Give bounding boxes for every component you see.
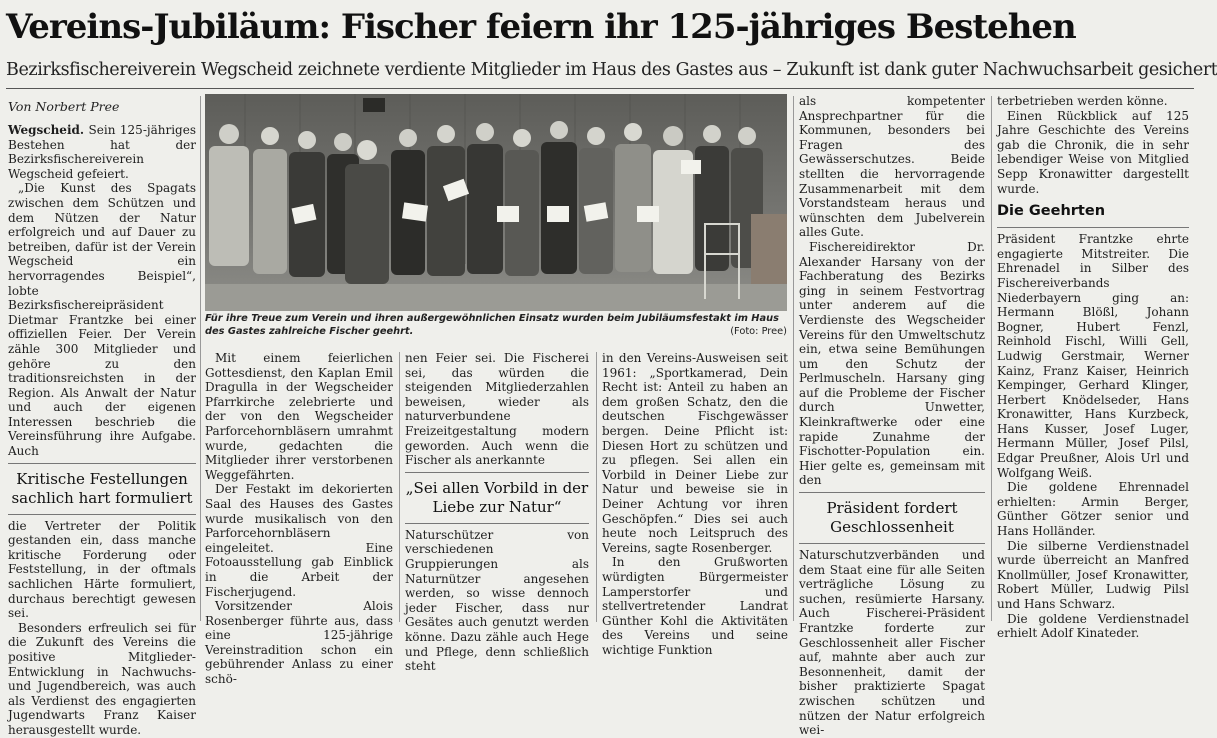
divider [405, 523, 589, 524]
divider [8, 463, 196, 464]
header-rule [6, 88, 1194, 89]
column-divider [200, 96, 201, 621]
paragraph: Präsident Frantzke ehrte engagierte Mitstreiter. Die Ehrenadel in Silber des Fischereiverbands Niederbayern ging an: Hermann Blößl, Johann Bogner, Hubert Fenzl, Reinhold Fischl, Willi Gell, Ludwig Gerstmair, Werner Kainz, Franz Kaiser, Heinrich Kempinger, Gerhard Klinger, Herbert Knödelseder, Hans Kronawitter, Hans Kurzbeck, Hans Kusser, Josef Luger, Hermann Müller, Josef Pilsl, Edgar Preußner, Alois Url und Wolfgang Weiß. [997, 232, 1189, 480]
column-4 [602, 351, 788, 657]
section-heading: Präsident fordert Geschlossenheit [826, 499, 958, 537]
paragraph: Die silberne Verdienstnadel wurde überreicht an Manfred Knollmüller, Josef Kronawitter, Robert Müller, Ludwig Pilsl und Hans Schwarz. [997, 538, 1189, 611]
paragraph: Die goldene Ehrennadel erhielten: Armin Berger, Günther Götzer senior und Hans Holländer. [997, 480, 1189, 539]
divider [8, 514, 196, 515]
column-5 [799, 94, 985, 738]
divider [799, 492, 985, 493]
headline: Vereins-Jubiläum: Fischer feiern ihr 125-jähriges Bestehen [6, 7, 1076, 47]
paragraph: Die goldene Verdienstnadel erhielt Adolf Kinateder. [997, 611, 1189, 641]
divider [997, 227, 1189, 228]
photo-caption [205, 313, 787, 338]
paragraph: „Die Kunst des Spagats zwischen dem Schützen und dem Nützen der Natur erfolgreich und auf Dauer zu betreiben, dafür ist der Verein Wegscheid ein hervorragendes Beispiel“, lobte Bezirksfischereipräsident Dietmar Frantzke bei einer offiziellen Feier. Der Verein zähle 300 Mitglieder und gehöre zu den traditionsreichsten in der Region. Als Anwalt der Natur und auch der eigenen Interessen beschrieb die Vereinsführung ihre Aufgabe. Auch [8, 181, 196, 459]
column-divider [991, 96, 992, 621]
group-photo-image [205, 94, 787, 311]
paragraph: die Vertreter der Politik gestanden ein, dass manche kritische Forderung oder Feststellung, in der oftmals sachlichen Härte formuliert, durchaus berechtigt gewesen sei. [8, 518, 196, 621]
paragraph: Naturschutzverbänden und dem Staat eine für alle Seiten verträgliche Lösung zu suchen, resümierte Harsany. Auch Fischerei-Präsident Frantzke forderte zur Geschlossenheit aller Fischer auf, mahnte aber auch zur Besonnenheit, damit der bisher praktizierte Spagat zwischen schützen und nützen der Natur erfolgreich wei- [799, 548, 985, 738]
column-6 [997, 94, 1189, 641]
column-divider [399, 352, 400, 622]
paragraph: Der Festakt im dekorierten Saal des Hauses des Gastes wurde musikalisch von den Parforcehornbläsern eingeleitet. Eine Fotoausstellung gab Einblick in die Arbeit der Fischerjugend. [205, 482, 393, 599]
paragraph: Besonders erfreulich sei für die Zukunft des Vereins die positive Mitglieder-Entwicklung in Nachwuchs- und Jugendbereich, was auch als Verdienst des engagierten Jugendwarts Franz Kaiser herausgestellt wurde. [8, 620, 196, 737]
section-heading: „Sei allen Vorbild in der Liebe zur Natur“ [405, 478, 589, 516]
divider [799, 543, 985, 544]
column-divider [596, 352, 597, 622]
paragraph: Fischereidirektor Dr. Alexander Harsany von der Fachberatung des Bezirks ging in seinem Festvortrag unter anderem auf die Verdienste des Wegscheider Vereins für den Umweltschutz ein, etwa seine Bemühungen um den Schutz der Perlmuscheln. Harsany ging auf die Probleme der Fischer durch Unwetter, Kleinkraftwerke oder eine rapide Zunahme der Fischotter-Population ein. Hier gelte es, gemeinsam mit den [799, 239, 985, 488]
section-heading: Kritische Festellungen sachlich hart formuliert [11, 469, 193, 507]
group-photo [205, 94, 787, 311]
paragraph: in den Vereins-Ausweisen seit 1961: „Sportkamerad, Dein Recht ist: Anteil zu haben an dem großen Schatz, den die deutschen Fischgewässer bergen. Deine Pflicht ist: Diesen Hort zu schützen und zu pflegen. Sei allen ein Vorbild in Deiner Liebe zur Natur und beweise sie in Deiner Achtung vor ihren Geschöpfen.“ Dies sei auch heute noch Leitspruch des Vereins, sagte Rosenberger. [602, 351, 788, 555]
caption-text: Für ihre Treue zum Verein und ihren außergewöhnlichen Einsatz wurden beim Jubiläumsfestakt im Haus des Gastes zahlreiche Fischer geehrt. [205, 313, 779, 337]
paragraph: In den Grußworten würdigten Bürgermeister Lamperstorfer und stellvertretender Landrat Günther Kohl die Aktivitäten des Vereins und seine wichtige Funktion [602, 555, 788, 657]
paragraph: Vorsitzender Alois Rosenberger führte aus, dass eine 125-jährige Vereinstradition schon ein gebührender Anlass zu einer schö- [205, 599, 393, 687]
column-divider [793, 96, 794, 621]
section-heading: Die Geehrten [997, 203, 1106, 220]
paragraph: Naturschützer von verschiedenen Gruppierungen als Naturnützer angesehen werden, so wisse dennoch jeder Fischer, dass nur Gesätes auch genutzt werden könne. Dazu zähle auch Hege und Pflege, denn schließlich steht [405, 527, 589, 674]
paragraph: terbetrieben werden könne. [997, 94, 1168, 108]
dateline: Wegscheid. [8, 123, 85, 137]
paragraph: Mit einem feierlichen Gottesdienst, den Kaplan Emil Dragulla in der Wegscheider Pfarrkirche zelebrierte und der von den Wegscheider Parforcehornbläsern umrahmt wurde, gedachten die Mitglieder ihrer verstorbenen Weggefährten. [205, 351, 393, 482]
lead-paragraph: Wegscheid. Sein 125-jähriges Bestehen hat der Bezirksfischereiverein Wegscheid gefeiert. [8, 123, 196, 181]
byline: Von Norbert Pree [8, 99, 120, 114]
paragraph: Einen Rückblick auf 125 Jahre Geschichte des Vereins gab die Chronik, die in sehr lebendiger Weise von Mitglied Sepp Kronawitter dargestellt wurde. [997, 108, 1189, 196]
paragraph: als kompetenter Ansprechpartner für die Kommunen, besonders bei Fragen des Gewässerschutzes. Beide stellten die hervorragende Zusammenarbeit mit dem Vorstandsteam heraus und wünschten dem Jubelverein alles Gute. [799, 94, 985, 240]
column-2 [205, 351, 393, 687]
divider [405, 472, 589, 473]
column-1 [8, 123, 196, 737]
column-3 [405, 351, 589, 674]
paragraph: nen Feier sei. Die Fischerei sei, das würden die steigenden Mitgliederzahlen beweisen, wieder als naturverbundene Freizeitgestaltung modern geworden. Auch wenn die Fischer als anerkannte [405, 351, 589, 468]
subheadline: Bezirksfischereiverein Wegscheid zeichnete verdiente Mitglieder im Haus des Gastes aus – Zukunft ist dank guter Nachwuchsarbeit gesichert [6, 60, 1217, 80]
photo-credit: (Foto: Pree) [730, 325, 787, 337]
